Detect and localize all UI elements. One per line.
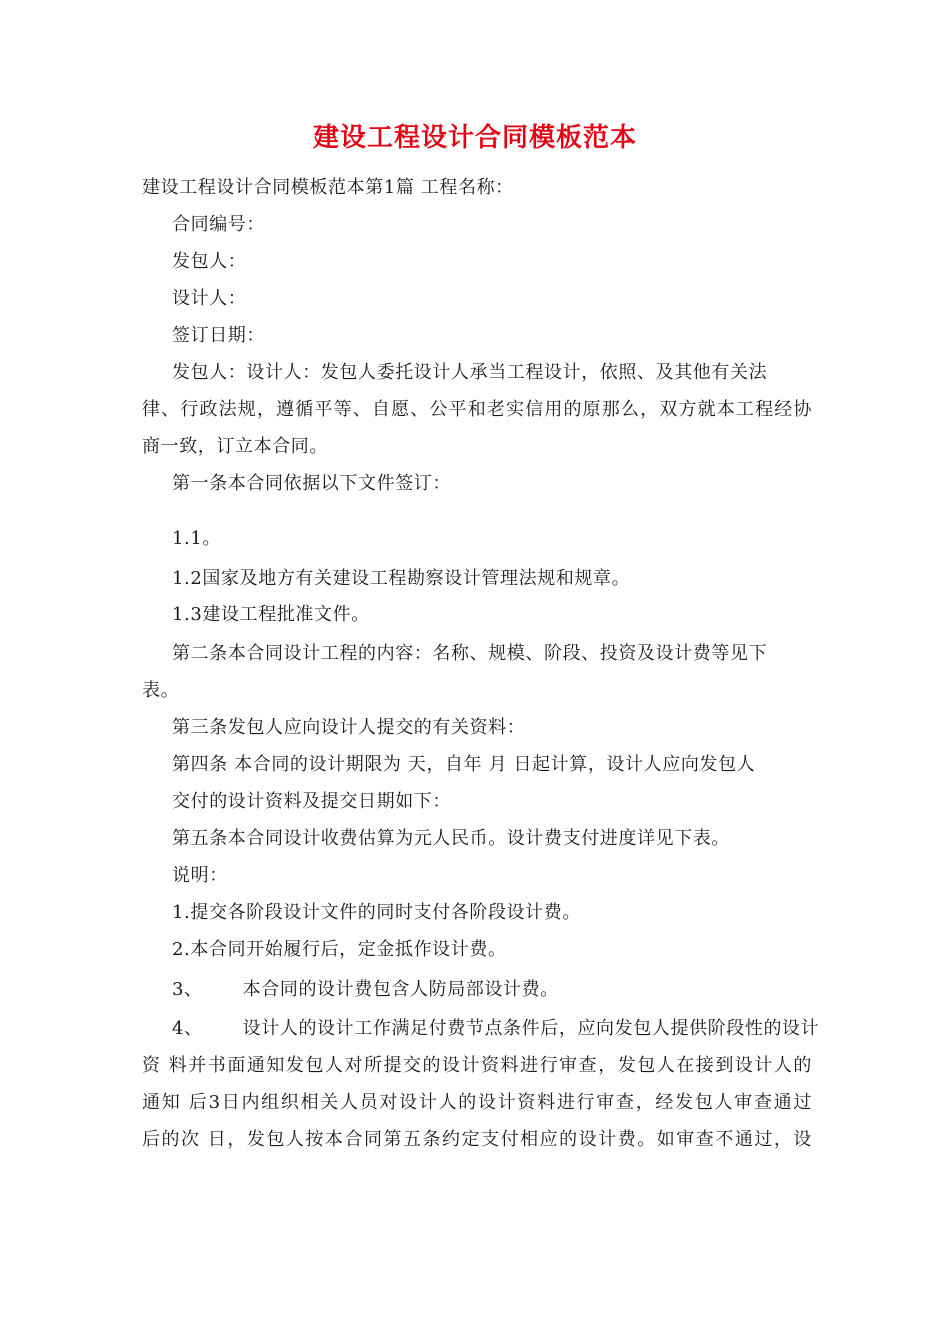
note-4-number: 4、: [172, 1018, 203, 1039]
field-contract-number: 合同编号：: [172, 214, 265, 235]
field-sign-date: 签订日期：: [172, 325, 265, 346]
article-1-item-1: 1.1。: [172, 528, 222, 549]
note-1: 1.提交各阶段设计文件的同时支付各阶段设计费。: [172, 902, 581, 923]
article-1-item-3: 1.3建设工程批准文件。: [172, 604, 370, 625]
article-2-line-2: 表。: [142, 680, 180, 701]
note-3: [172, 978, 559, 1002]
field-designer: 设计人：: [172, 288, 247, 309]
note-4-line-1: [172, 1017, 819, 1041]
note-4-line-3: 通知 后3日内组织相关人员对设计人的设计资料进行审查，经发包人审查通过: [142, 1092, 812, 1113]
note-3-text: 本合同的设计费包含人防局部设计费。: [242, 979, 559, 1000]
paragraph-preamble-line-1: 发包人：设计人：发包人委托设计人承当工程设计，依照、及其他有关法: [172, 362, 768, 383]
article-1-item-2: 1.2国家及地方有关建设工程勘察设计管理法规和规章。: [172, 568, 631, 589]
article-2-line-1: 第二条本合同设计工程的内容：名称、规模、阶段、投资及设计费等见下: [172, 643, 768, 664]
article-5: 第五条本合同设计收费估算为元人民币。设计费支付进度详见下表。: [172, 828, 730, 849]
note-4-line-4: 后的次 日，发包人按本合同第五条约定支付相应的设计费。如审查不通过，设: [142, 1129, 812, 1150]
paragraph-intro: 建设工程设计合同模板范本第1篇 工程名称：: [142, 177, 514, 198]
note-3-number: 3、: [172, 979, 203, 1000]
field-client: 发包人：: [172, 251, 247, 272]
paragraph-preamble-line-3: 商一致，订立本合同。: [142, 436, 328, 457]
article-1-heading: 第一条本合同依据以下文件签订：: [172, 473, 451, 494]
article-4-line-1: 第四条 本合同的设计期限为 天，自年 月 日起计算，设计人应向发包人: [172, 754, 756, 775]
note-4-line-2: 资 料并书面通知发包人对所提交的设计资料进行审查，发包人在接到设计人的: [142, 1055, 812, 1076]
note-4-text: 设计人的设计工作满足付费节点条件后，应向发包人提供阶段性的设计: [242, 1018, 820, 1039]
notes-heading: 说明：: [172, 865, 228, 886]
document-title: 建设工程设计合同模板范本: [312, 123, 637, 153]
article-4-line-2: 交付的设计资料及提交日期如下：: [172, 791, 451, 812]
note-2: 2.本合同开始履行后，定金抵作设计费。: [172, 939, 507, 960]
article-3: 第三条发包人应向设计人提交的有关资料：: [172, 717, 526, 738]
paragraph-preamble-line-2: 律、行政法规，遵循平等、自愿、公平和老实信用的原那么，双方就本工程经协: [142, 399, 812, 420]
